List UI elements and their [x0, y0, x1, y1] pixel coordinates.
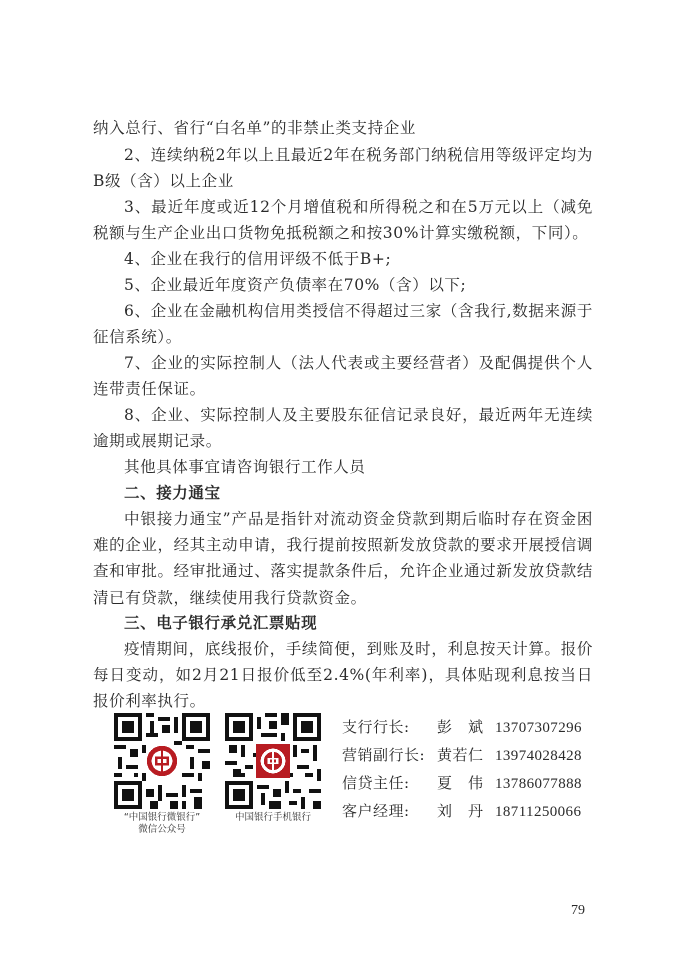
section-2-heading: 二、接力通宝	[124, 484, 221, 502]
contact-name: 夏 伟	[437, 774, 484, 792]
paragraph-8: 8、企业、实际控制人及主要股东征信记录良好，最近两年无连续逾期或展期记录。	[93, 406, 593, 451]
contact-title: 信贷主任:	[342, 774, 410, 792]
contact-row	[342, 800, 602, 828]
contact-title: 客户经理:	[342, 802, 410, 820]
contact-name: 刘 丹	[437, 802, 484, 820]
page-number: 79	[571, 903, 585, 918]
qr-caption-wechat	[104, 812, 220, 836]
contact-phone: 13974028428	[495, 748, 582, 764]
section-3-body: 疫情期间，底线报价，手续简便，到账及时，利息按天计算。报价每日变动，如2月21日报价低至2.4%(年利率)，具体贴现利息按当日报价利率执行。	[93, 640, 593, 711]
contact-list	[342, 716, 602, 828]
paragraph-4: 4、企业在我行的信用评级不低于B+;	[124, 250, 392, 268]
contact-phone: 18711250066	[495, 804, 582, 820]
paragraph-1: 纳入总行、省行“白名单”的非禁止类支持企业	[93, 119, 416, 137]
contact-title: 支行行长:	[342, 718, 410, 736]
contact-row	[342, 744, 602, 772]
section-2-body: 中银接力通宝”产品是指针对流动资金贷款到期后临时存在资金困难的企业，经其主动申请，我行提前按照新发放贷款的要求开展授信调查和审批。经审批通过、落实提款条件后，允许企业通过新发放贷款结清已有贷款，继续使用我行贷款资金。	[93, 510, 593, 607]
contact-phone: 13707307296	[495, 720, 582, 736]
contact-row	[342, 772, 602, 800]
paragraph-7: 7、企业的实际控制人（法人代表或主要经营者）及配偶提供个人连带责任保证。	[93, 354, 593, 399]
paragraph-6: 6、企业在金融机构信用类授信不得超过三家（含我行,数据来源于征信系统）。	[93, 302, 593, 347]
contact-name: 彭 斌	[437, 718, 484, 736]
paragraph-5: 5、企业最近年度资产负债率在70%（含）以下;	[124, 276, 467, 294]
contact-phone: 13786077888	[495, 776, 582, 792]
qr-caption-line1: “中国银行微银行”	[123, 812, 201, 823]
paragraph-9: 其他具体事宜请咨询银行工作人员	[124, 458, 366, 476]
qr-caption-mobile	[215, 812, 331, 824]
contact-name: 黄若仁	[437, 746, 484, 764]
paragraph-3: 3、最近年度或近12个月增值税和所得税之和在5万元以上（减免税额与生产企业出口货物免抵税额之和按30%计算实缴税额，下同）。	[93, 198, 593, 243]
paragraph-2: 2、连续纳税2年以上且最近2年在税务部门纳税信用等级评定均为B级（含）以上企业	[93, 146, 593, 191]
qr-caption-line2: 微信公众号	[138, 824, 186, 835]
contact-title: 营销副行长:	[342, 746, 426, 764]
section-3-heading: 三、电子银行承兑汇票贴现	[124, 614, 318, 632]
qr-code-icon	[114, 713, 210, 809]
contact-row	[342, 716, 602, 744]
qr-code-icon	[225, 713, 321, 809]
qr-caption-line1: 中国银行手机银行	[234, 812, 311, 823]
